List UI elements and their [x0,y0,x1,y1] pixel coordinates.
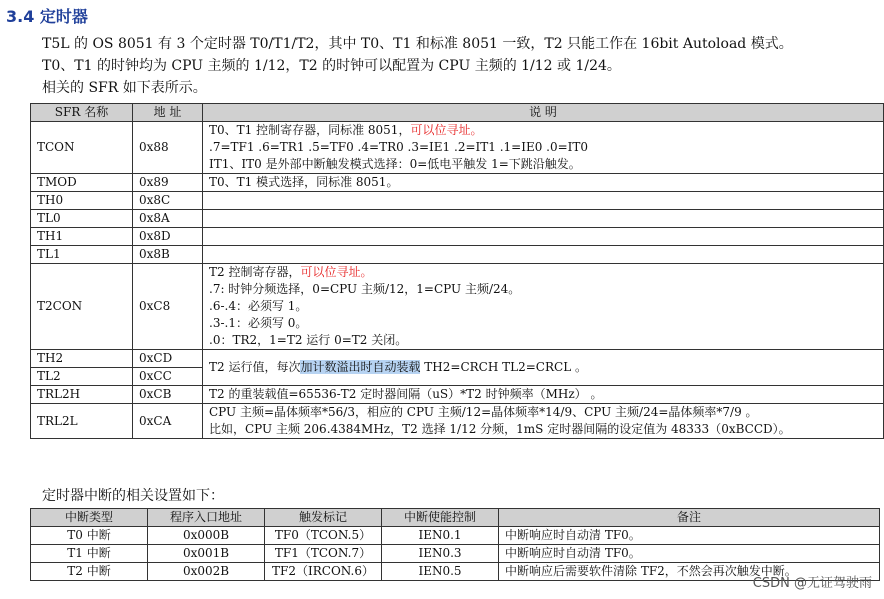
desc-line: .6-.4：必须写 1。 [209,299,308,313]
header-enable-control: 中断使能控制 [382,509,499,527]
sfr-address: 0xCC [133,368,203,386]
sfr-description [203,192,884,210]
sfr-address: 0xCD [133,350,203,368]
sfr-description [203,404,884,439]
table-row-trl2h [31,386,884,404]
irq-intro: 定时器中断的相关设置如下： [42,488,224,504]
sfr-header-row [31,104,884,122]
sfr-table [30,103,884,439]
desc-line: IT1、IT0 是外部中断触发模式选择：0=低电平触发 1=下跳沿触发。 [209,157,581,171]
sfr-address: 0x8B [133,246,203,264]
sfr-address: 0x8C [133,192,203,210]
sfr-address: 0x8A [133,210,203,228]
sfr-name: TRL2L [31,404,133,439]
table-row [31,545,880,563]
header-irq-type: 中断类型 [31,509,148,527]
header-address: 地 址 [133,104,203,122]
desc-text: T2 运行值，每次 [209,360,301,374]
sfr-name: TL2 [31,368,133,386]
sfr-address: 0xCB [133,386,203,404]
desc-line: .3-.1：必须写 0。 [209,316,308,330]
sfr-name: TH2 [31,350,133,368]
sfr-address: 0xCA [133,404,203,439]
desc-line: 比如，CPU 主频 206.4384MHz，T2 选择 1/12 分频，1mS 定时器间隔的设定值为 48333（0xBCCD）。 [209,422,791,436]
table-row-th2 [31,350,884,368]
sfr-name: TH0 [31,192,133,210]
sfr-name: TRL2H [31,386,133,404]
desc-line: .7=TF1 .6=TR1 .5=TF0 .4=TR0 .3=IE1 .2=IT1 .1=IE0 .0=IT0 [209,140,589,154]
bit-addressable-note: 可以位寻址。 [300,265,373,279]
sfr-name: TCON [31,122,133,174]
sfr-description [203,228,884,246]
sfr-address: 0x89 [133,174,203,192]
header-trigger-flag: 触发标记 [265,509,382,527]
desc-line: CPU 主频=晶体频率*56/3，相应的 CPU 主频/12=晶体频率*14/9、CPU 主频/24=晶体频率*7/9 。 [209,405,758,419]
sfr-name: TL1 [31,246,133,264]
highlighted-text: 加计数溢出时自动装载 [300,360,421,374]
table-row-th1 [31,228,884,246]
sfr-name: TL0 [31,210,133,228]
interrupt-table [30,508,880,581]
sfr-description: T0、T1 模式选择，同标准 8051。 [203,174,884,192]
header-sfr-name: SFR 名称 [31,104,133,122]
sfr-address: 0x8D [133,228,203,246]
table-row-trl2l [31,404,884,439]
desc-line: .0：TR2，1=T2 运行 0=T2 关闭。 [209,333,408,347]
bit-addressable-note: 可以位寻址。 [410,123,483,137]
irq-flag: TF0（TCON.5） [265,527,382,545]
irq-note: 中断响应后需要软件清除 TF2，不然会再次触发中断。 [499,563,880,581]
table-row-t2con [31,264,884,350]
intro-line-3: 相关的 SFR 如下表所示。 [42,80,207,96]
desc-text: T2 控制寄存器， [209,265,301,279]
table-row-tmod [31,174,884,192]
credit-watermark: CSDN @无证驾驶雨 [752,576,872,591]
irq-type: T0 中断 [31,527,148,545]
irq-enable: IEN0.3 [382,545,499,563]
irq-entry: 0x000B [148,527,265,545]
irq-entry: 0x002B [148,563,265,581]
header-entry-address: 程序入口地址 [148,509,265,527]
intro-line-2: T0、T1 的时钟均为 CPU 主频的 1/12，T2 的时钟可以配置为 CPU 主频的 1/12 或 1/24。 [42,58,621,74]
irq-note: 中断响应时自动清 TF0。 [499,527,880,545]
sfr-description [203,350,884,386]
irq-flag: TF1（TCON.7） [265,545,382,563]
intro-line-1: T5L 的 OS 8051 有 3 个定时器 T0/T1/T2，其中 T0、T1 和标准 8051 一致，T2 只能工作在 16bit Autoload 模式。 [42,36,793,52]
sfr-name: TMOD [31,174,133,192]
desc-line: .7: 时钟分频选择，0=CPU 主频/12，1=CPU 主频/24。 [209,282,521,296]
irq-header-row [31,509,880,527]
desc-text: TH2=CRCH TL2=CRCL 。 [420,360,587,374]
table-row-tl0 [31,210,884,228]
sfr-description: T2 的重装载值=65536-T2 定时器间隔（uS）*T2 时钟频率（MHz） 。 [203,386,884,404]
sfr-name: T2CON [31,264,133,350]
table-row [31,527,880,545]
sfr-description [203,122,884,174]
irq-flag: TF2（IRCON.6） [265,563,382,581]
table-row-th0 [31,192,884,210]
sfr-address: 0xC8 [133,264,203,350]
sfr-name: TH1 [31,228,133,246]
table-row-tl1 [31,246,884,264]
irq-note: 中断响应时自动清 TF0。 [499,545,880,563]
sfr-description [203,246,884,264]
header-description: 说 明 [203,104,884,122]
sfr-description [203,210,884,228]
irq-enable: IEN0.5 [382,563,499,581]
irq-entry: 0x001B [148,545,265,563]
desc-text: T0、T1 控制寄存器，同标准 8051， [209,123,411,137]
section-heading: 3.4 定时器 [6,7,88,26]
irq-type: T1 中断 [31,545,148,563]
sfr-address: 0x88 [133,122,203,174]
sfr-description [203,264,884,350]
table-row-tcon [31,122,884,174]
irq-type: T2 中断 [31,563,148,581]
irq-enable: IEN0.1 [382,527,499,545]
header-note: 备注 [499,509,880,527]
